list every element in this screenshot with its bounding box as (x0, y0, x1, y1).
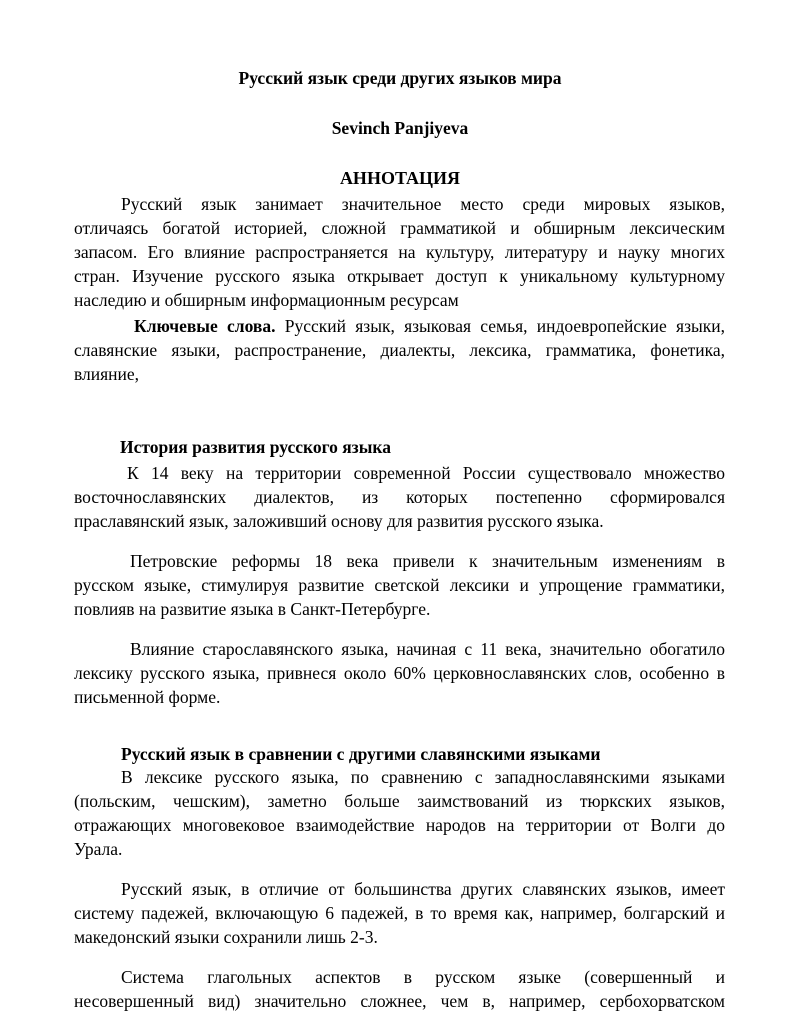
annotation-line-4: стран. Изучение русского языка открывает доступ к уникальному культурному (74, 266, 725, 286)
comparison-p3-line-2: несовершенный вид) значительно сложнее, чем в, например, сербохорватском (74, 991, 725, 1011)
document-title: Русский язык среди других языков мира (238, 68, 562, 88)
author-name: Sevinch Panjiyeva (331, 118, 469, 138)
keywords-line-3: влияние, (74, 364, 140, 384)
annotation-line-2: отличаясь богатой историей, сложной грамматикой и обширным лексическим (74, 218, 725, 238)
annotation-heading: АННОТАЦИЯ (339, 168, 461, 188)
keywords-line-2: славянские языки, распространение, диалекты, лексика, грамматика, фонетика, (74, 340, 725, 360)
history-heading: История развития русского языка (120, 437, 391, 457)
history-p3-line-3: письменной форме. (74, 687, 221, 707)
comparison-p1-line-1: В лексике русского языка, по сравнению с западнославянскими языками (121, 767, 725, 787)
keywords-list-start: Русский язык, языковая семья, индоевропейские языки, (275, 316, 725, 336)
history-p1-line-3: праславянский язык, заложивший основу для развития русского языка. (74, 511, 604, 531)
history-p3-line-2: лексику русского языка, привнеся около 60% церковнославянских слов, особенно в (74, 663, 725, 683)
history-p2-line-2: русском языке, стимулируя развитие светской лексики и упрощение грамматики, (74, 575, 725, 595)
keywords-label: Ключевые слова. (134, 316, 276, 336)
comparison-p2-line-1: Русский язык, в отличие от большинства других славянских языков, имеет (121, 879, 725, 899)
comparison-p1-line-2: (польским, чешским), заметно больше заимствований из тюркских языков, (74, 791, 725, 811)
comparison-p1-line-3: отражающих многовековое взаимодействие народов на территории от Волги до (74, 815, 725, 835)
keywords-line-1 (134, 314, 725, 338)
history-p3-line-1: Влияние старославянского языка, начиная с 11 века, значительно обогатило (130, 639, 725, 659)
comparison-p3-line-1: Система глагольных аспектов в русском языке (совершенный и (121, 967, 725, 987)
history-p2-line-1: Петровские реформы 18 века привели к значительным изменениям в (130, 551, 725, 571)
comparison-p1-line-4: Урала. (74, 839, 123, 859)
comparison-p2-line-3: македонский языки сохранили лишь 2-3. (74, 927, 378, 947)
annotation-line-3: запасом. Его влияние распространяется на культуру, литературу и науку многих (74, 242, 725, 262)
annotation-line-1: Русский язык занимает значительное место среди мировых языков, (121, 194, 725, 214)
history-p1-line-1: К 14 веку на территории современной России существовало множество (127, 463, 725, 483)
history-p2-line-3: повлияв на развитие языка в Санкт-Петербурге. (74, 599, 431, 619)
comparison-heading: Русский язык в сравнении с другими славянскими языками (121, 744, 601, 764)
annotation-line-5: наследию и обширным информационным ресурсам (74, 290, 459, 310)
comparison-p2-line-2: систему падежей, включающую 6 падежей, в то время как, например, болгарский и (74, 903, 725, 923)
history-p1-line-2: восточнославянских диалектов, из которых постепенно сформировался (74, 487, 725, 507)
